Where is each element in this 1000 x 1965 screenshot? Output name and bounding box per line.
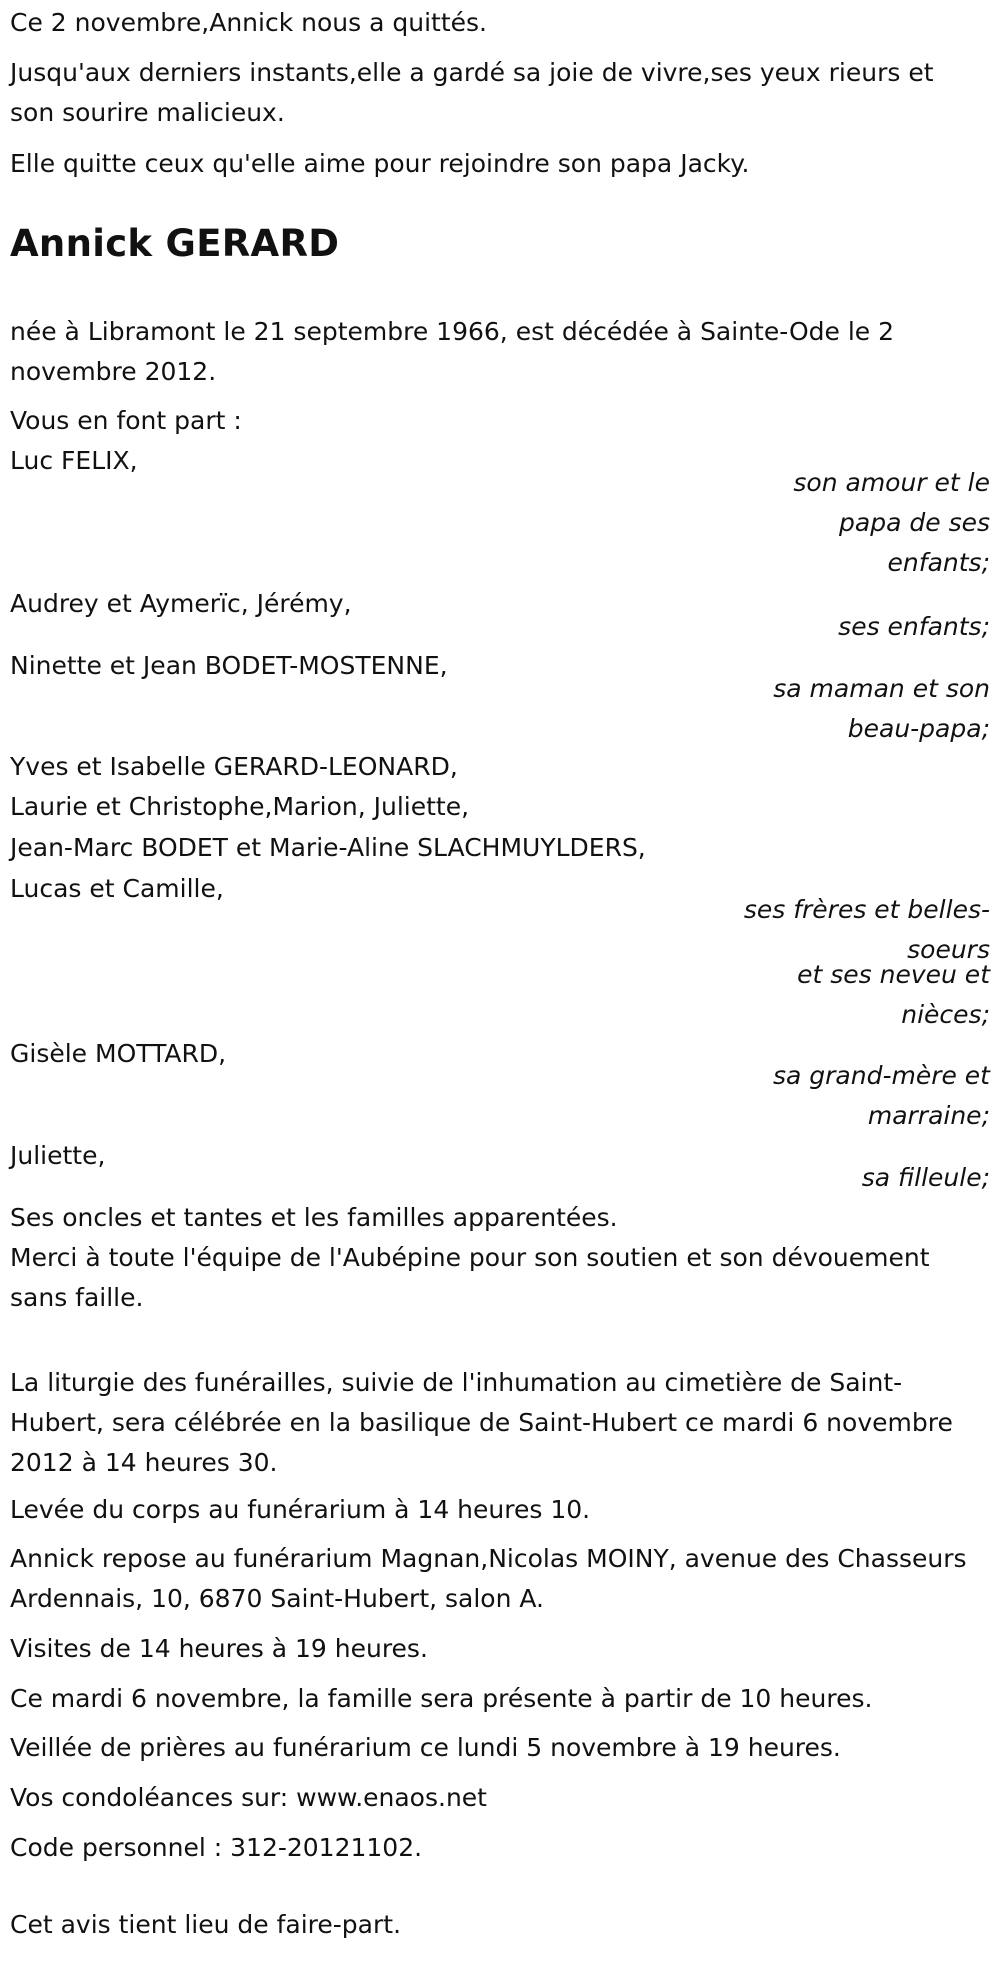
family-member-4-line-3: Jean-Marc BODET et Marie-Aline SLACHMUYLDERS, <box>10 833 646 862</box>
family-member-6-role: sa filleule; <box>861 1163 990 1192</box>
family-member-2-role: ses enfants; <box>838 612 990 641</box>
intro-line-1: Ce 2 novembre,Annick nous a quittés. <box>10 8 487 37</box>
family-member-4-line-1: Yves et Isabelle GERARD-LEONARD, <box>10 752 458 781</box>
family-member-5: Gisèle MOTTARD, <box>10 1039 227 1068</box>
announcement-line: Vous en font part : <box>10 406 242 435</box>
deceased-name: Annick GERARD <box>10 222 340 265</box>
family-member-4-line-2: Laurie et Christophe,Marion, Juliette, <box>10 792 470 821</box>
extended-family: Ses oncles et tantes et les familles apparentées. <box>10 1203 618 1232</box>
funeral-home-info: Annick repose au funérarium Magnan,Nicolas MOINY, avenue des Chasseurs Ardennais, 10, 6870 Saint-Hubert, salon A. <box>10 1544 967 1613</box>
family-member-3: Ninette et Jean BODET-MOSTENNE, <box>10 651 448 680</box>
visiting-hours: Visites de 14 heures à 19 heures. <box>10 1634 428 1663</box>
intro-line-3: Elle quitte ceux qu'elle aime pour rejoindre son papa Jacky. <box>10 149 750 178</box>
family-presence: Ce mardi 6 novembre, la famille sera présente à partir de 10 heures. <box>10 1684 873 1713</box>
liturgy-info: La liturgie des funérailles, suivie de l'inhumation au cimetière de Saint-Hubert, sera célébrée en la basilique de Saint-Hubert ce mardi 6 novembre 2012 à 14 heures 30. <box>10 1368 953 1477</box>
thanks-line: Merci à toute l'équipe de l'Aubépine pour son soutien et son dévouement sans faille. <box>10 1243 930 1312</box>
birth-death-info: née à Libramont le 21 septembre 1966, est décédée à Sainte-Ode le 2 novembre 2012. <box>10 317 894 386</box>
family-member-4-role-1: ses frères et belles-soeurs <box>743 895 990 964</box>
family-member-3-role: sa maman et son beau-papa; <box>773 674 990 743</box>
family-member-6: Juliette, <box>10 1141 106 1170</box>
family-member-2: Audrey et Aymerïc, Jérémy, <box>10 589 352 618</box>
family-member-5-role: sa grand-mère et marraine; <box>772 1061 990 1130</box>
family-member-4-role-2: et ses neveu et nièces; <box>797 960 990 1029</box>
closing-line: Cet avis tient lieu de faire-part. <box>10 1910 402 1939</box>
body-removal-info: Levée du corps au funérarium à 14 heures 10. <box>10 1495 591 1524</box>
family-member-1-role: son amour et le papa de ses enfants; <box>793 468 990 577</box>
family-member-1: Luc FELIX, <box>10 446 138 475</box>
prayer-vigil: Veillée de prières au funérarium ce lundi 5 novembre à 19 heures. <box>10 1733 841 1762</box>
condolences-website: Vos condoléances sur: www.enaos.net <box>10 1783 487 1812</box>
family-member-4-line-4: Lucas et Camille, <box>10 874 224 903</box>
intro-line-2: Jusqu'aux derniers instants,elle a gardé sa joie de vivre,ses yeux rieurs et son sourire malicieux. <box>10 58 934 127</box>
personal-code: Code personnel : 312-20121102. <box>10 1833 423 1862</box>
